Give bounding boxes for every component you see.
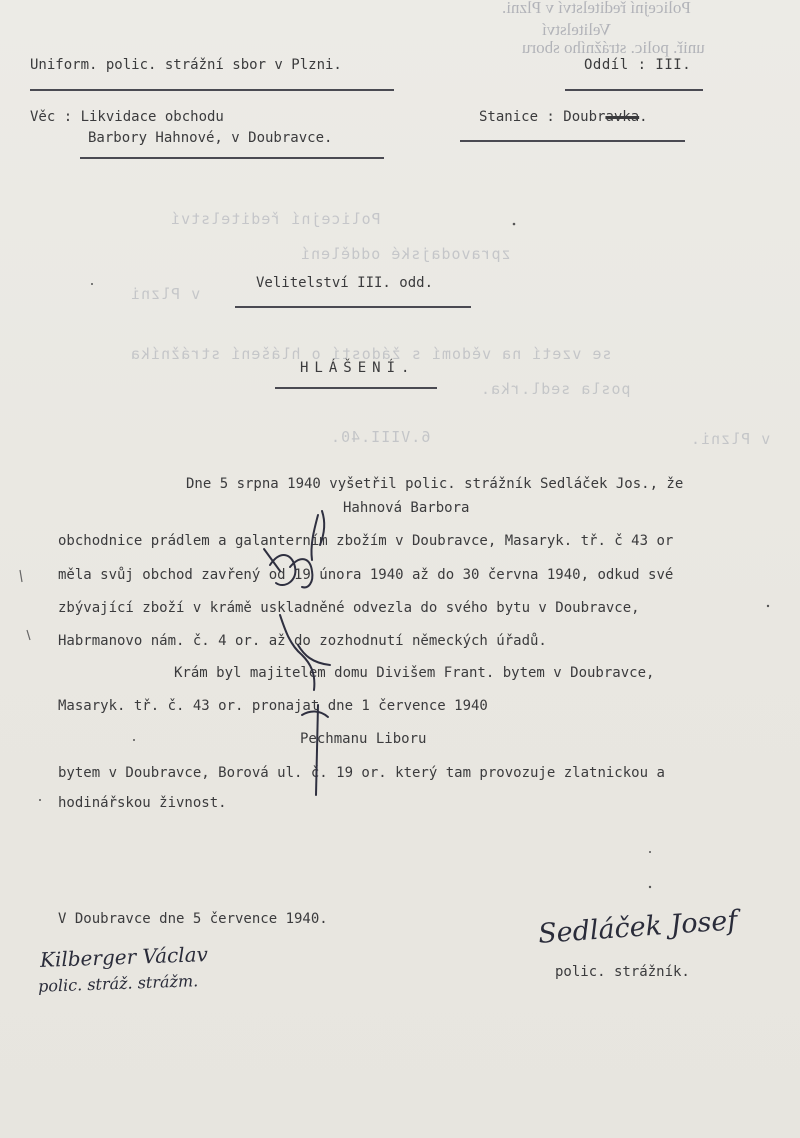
bleed-line-c: v Plzni bbox=[130, 285, 201, 303]
bleed-stamp-line-1: Policejní ředitelství v Plzni. bbox=[502, 0, 691, 17]
p2-line1: Krám byl majitelem domu Divišem Frant. bytem v Doubravce, bbox=[174, 665, 655, 681]
p1-line5: Habrmanovo nám. č. 4 or. až do zozhodnutí německých úřadů. bbox=[58, 633, 547, 649]
document-title: HLÁŠENÍ. bbox=[300, 360, 416, 376]
unit-underline bbox=[30, 89, 394, 91]
bleed-line-g: 6.VIII.40. bbox=[330, 428, 431, 446]
subject-underline bbox=[80, 157, 384, 159]
bleed-line-f: v Plzni. bbox=[690, 430, 771, 448]
title-underline bbox=[275, 387, 437, 389]
bleed-line-b: zpravodajské oddělení bbox=[300, 245, 511, 263]
place-date: V Doubravce dne 5 července 1940. bbox=[58, 911, 328, 927]
station-struck: avka bbox=[605, 109, 640, 125]
addressee: Velitelství III. odd. bbox=[256, 275, 434, 291]
addressee-underline bbox=[235, 306, 471, 308]
bleed-stamp-line-3: uniř. polic. strážního sboru bbox=[522, 38, 705, 57]
bleed-line-e: posla sedl.rka. bbox=[480, 380, 631, 398]
station-underline bbox=[460, 140, 685, 142]
p1-line4: zbývající zboží v krámě uskladněné odvezla do svého bytu v Doubravce, bbox=[58, 600, 640, 616]
p2-line4: hodinářskou živnost. bbox=[58, 795, 227, 811]
witness-rank: polic. stráž. strážm. bbox=[37, 971, 199, 996]
section-label: Oddíl : III. bbox=[584, 57, 692, 73]
p1-name: Hahnová Barbora bbox=[343, 500, 470, 516]
station-end: . bbox=[639, 109, 648, 125]
signature-rank: polic. strážník. bbox=[555, 964, 690, 980]
subject-line-1: Věc : Likvidace obchodu bbox=[30, 109, 224, 125]
p1-line1: Dne 5 srpna 1940 vyšetřil polic. strážník Sedláček Jos., že bbox=[186, 476, 684, 492]
p2-line3: bytem v Doubravce, Borová ul. č. 19 or. který tam provozuje zlatnickou a bbox=[58, 765, 665, 781]
p2-line2: Masaryk. tř. č. 43 or. pronajat dne 1 července 1940 bbox=[58, 698, 488, 714]
p1-line2: obchodnice prádlem a galanterním zbožím v Doubravce, Masaryk. tř. č 43 or bbox=[58, 533, 674, 549]
bleed-line-d: se vzetí na vědomí s žádostí o hlášení strážníka bbox=[130, 345, 612, 363]
bleed-line-a: Policejní ředitelství bbox=[170, 210, 381, 228]
subject-line-2: Barbory Hahnové, v Doubravce. bbox=[88, 130, 333, 146]
handwritten-mark bbox=[240, 505, 380, 805]
station-prefix: Stanice : Doubr bbox=[479, 109, 606, 125]
section-underline bbox=[565, 89, 703, 91]
p1-line3: měla svůj obchod zavřený od 19 února 1940 až do 30 června 1940, odkud své bbox=[58, 567, 674, 583]
signature: Sedláček Josef bbox=[537, 905, 739, 950]
p2-name: Pechmanu Liboru bbox=[300, 731, 427, 747]
bleed-stamp-line-2: Velitelství bbox=[542, 20, 611, 39]
unit-name: Uniform. polic. strážní sbor v Plzni. bbox=[30, 57, 342, 73]
station-label bbox=[479, 108, 648, 126]
witness-signature: Kilberger Václav bbox=[39, 942, 209, 972]
